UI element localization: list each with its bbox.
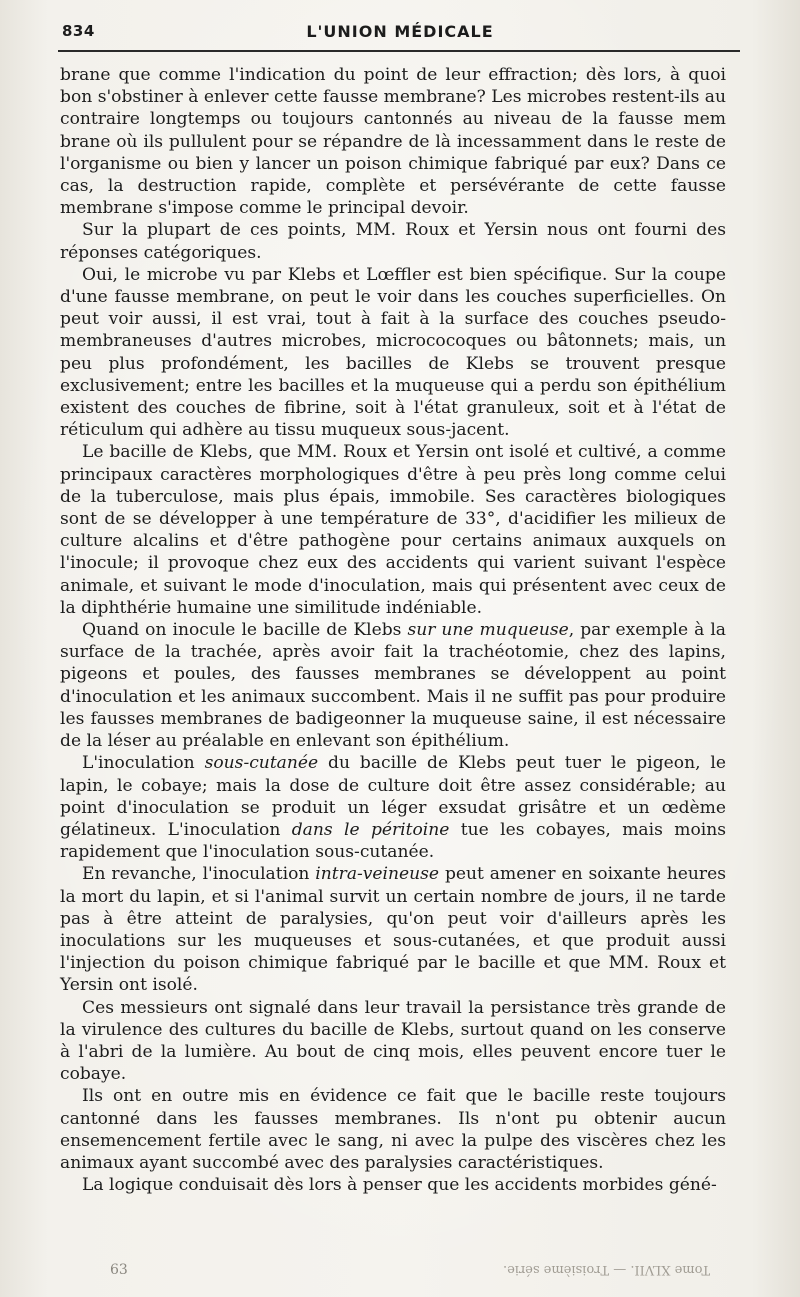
page-footer [60, 1262, 740, 1284]
text-run: tue les cobayes, mais moins rapidement que l'inoculation sous-cutanée. [60, 819, 726, 863]
text-run: peut amener en soixante heures la mort du lapin, et si l'animal survit un certain nombre de jours, il ne tarde pas à être atteint de paralysies, qu'on peut voir d'ailleurs après les inoculations sur les muqueuses et sous-cutanées, et que produit aussi l'injection du poison chimique fabriqué par le bacille et que MM. Roux et Yersin ont isolé. [60, 864, 726, 996]
paragraph [60, 863, 726, 996]
page-header [62, 20, 738, 44]
header-rule [58, 50, 740, 52]
italic-text: sous-cutanée [204, 753, 319, 774]
page-number: 834 [62, 22, 95, 40]
text-run: du bacille de Klebs peut tuer le pigeon, le lapin, le cobaye; mais la dose de culture doit être assez considérable; au point d'inoculation se produit un léger exsudat grisâtre et un œdème gélatineux. L'inoculation [60, 753, 726, 840]
paragraph [60, 64, 726, 219]
body-text [60, 64, 726, 1196]
text-run: , par exemple à la surface de la trachée, après avoir fait la trachéotomie, chez des lapins, pigeons et poules, des fausses membranes se développent au point d'inoculation et les animaux succombent. Mais il ne suffit pas pour produire les fausses membranes de badigeonner la muqueuse saine, il est nécessaire de la léser au préalable en enlevant son épithélium. [60, 620, 727, 752]
paragraph [60, 997, 726, 1086]
text-run: Ils ont en outre mis en évidence ce fait que le bacille reste toujours cantonné dans les fausses membranes. Ils n'ont pu obtenir aucun ensemencement fertile avec le sang, ni avec la pulpe des viscères chez les animaux ayant succombé avec des paralysies caractéristiques. [60, 1086, 726, 1173]
bleed-page-number: 63 [110, 1262, 128, 1278]
text-run: L'inoculation [82, 753, 205, 774]
text-run: En revanche, l'inoculation [82, 864, 316, 885]
text-run: Quand on inocule le bacille de Klebs [82, 620, 408, 641]
paragraph [60, 441, 726, 619]
paragraph [60, 1085, 726, 1174]
running-title: L'UNION MÉDICALE [306, 22, 494, 41]
text-run: La logique conduisait dès lors à penser que les accidents morbides géné- [82, 1175, 717, 1196]
text-run: Le bacille de Klebs, que MM. Roux et Yersin ont isolé et cultivé, a comme principaux caractères morphologiques d'être à peu près long comme celui de la tuberculose, mais plus épais, immobile. Ses caractères biologiques sont de se développer à une température de 33°, d'acidifier les milieux de culture alcalins et d'être pathogène pour certains animaux auxquels on l'inocule; il provoque chez eux des accidents qui varient suivant l'espèce animale, et suivant le mode d'inoculation, mais qui présentent avec ceux de la diphthérie humaine une similitude indéniable. [60, 442, 726, 618]
paragraph [60, 219, 726, 263]
text-run: Oui, le microbe vu par Klebs et Lœffler est bien spécifique. Sur la coupe d'une fausse membrane, on peut le voir dans les couches superficielles. On peut voir aussi, il est vrai, tout à fait à la surface des couches pseudo-membraneuses d'autres microbes, micrococoques ou bâtonnets; mais, un peu plus profondément, les bacilles de Klebs se trouvent presque exclusivement; entre les bacilles et la muqueuse qui a perdu son épithélium existent des couches de fibrine, soit à l'état granuleux, soit et à l'état de réticulum qui adhère au tissu muqueux sous-jacent. [60, 264, 726, 441]
bleed-volume-line: Tome XLVII. — Troisième série. [502, 1262, 710, 1277]
paragraph [60, 619, 726, 752]
italic-text: sur une muqueuse [407, 620, 569, 641]
text-run: Sur la plupart de ces points, MM. Roux et Yersin nous ont fourni des réponses catégoriques. [60, 220, 726, 263]
text-run: Ces messieurs ont signalé dans leur travail la persistance très grande de la virulence des cultures du bacille de Klebs, surtout quand on les conserve à l'abri de la lumière. Au bout de cinq mois, elles peuvent encore tuer le cobaye. [60, 997, 726, 1085]
italic-text: intra-veineuse [315, 864, 440, 885]
text-run: brane que comme l'indication du point de leur effraction; dès lors, à quoi bon s'obstiner à enlever cette fausse membrane? Les microbes restent-ils au contraire longtemps ou toujours cantonnés au niveau de la fausse mem brane où ils pullulent pour se répandre de là incessamment dans le reste de l'organisme ou bien y lancer un poison chimique fabriqué par eux? Dans ce cas, la destruction rapide, complète et persévérante de cette fausse membrane s'impose comme le principal devoir. [60, 65, 726, 219]
paragraph [60, 752, 726, 863]
paragraph [60, 264, 726, 442]
paragraph [60, 1174, 726, 1196]
italic-text: dans le péritoine [291, 819, 450, 840]
